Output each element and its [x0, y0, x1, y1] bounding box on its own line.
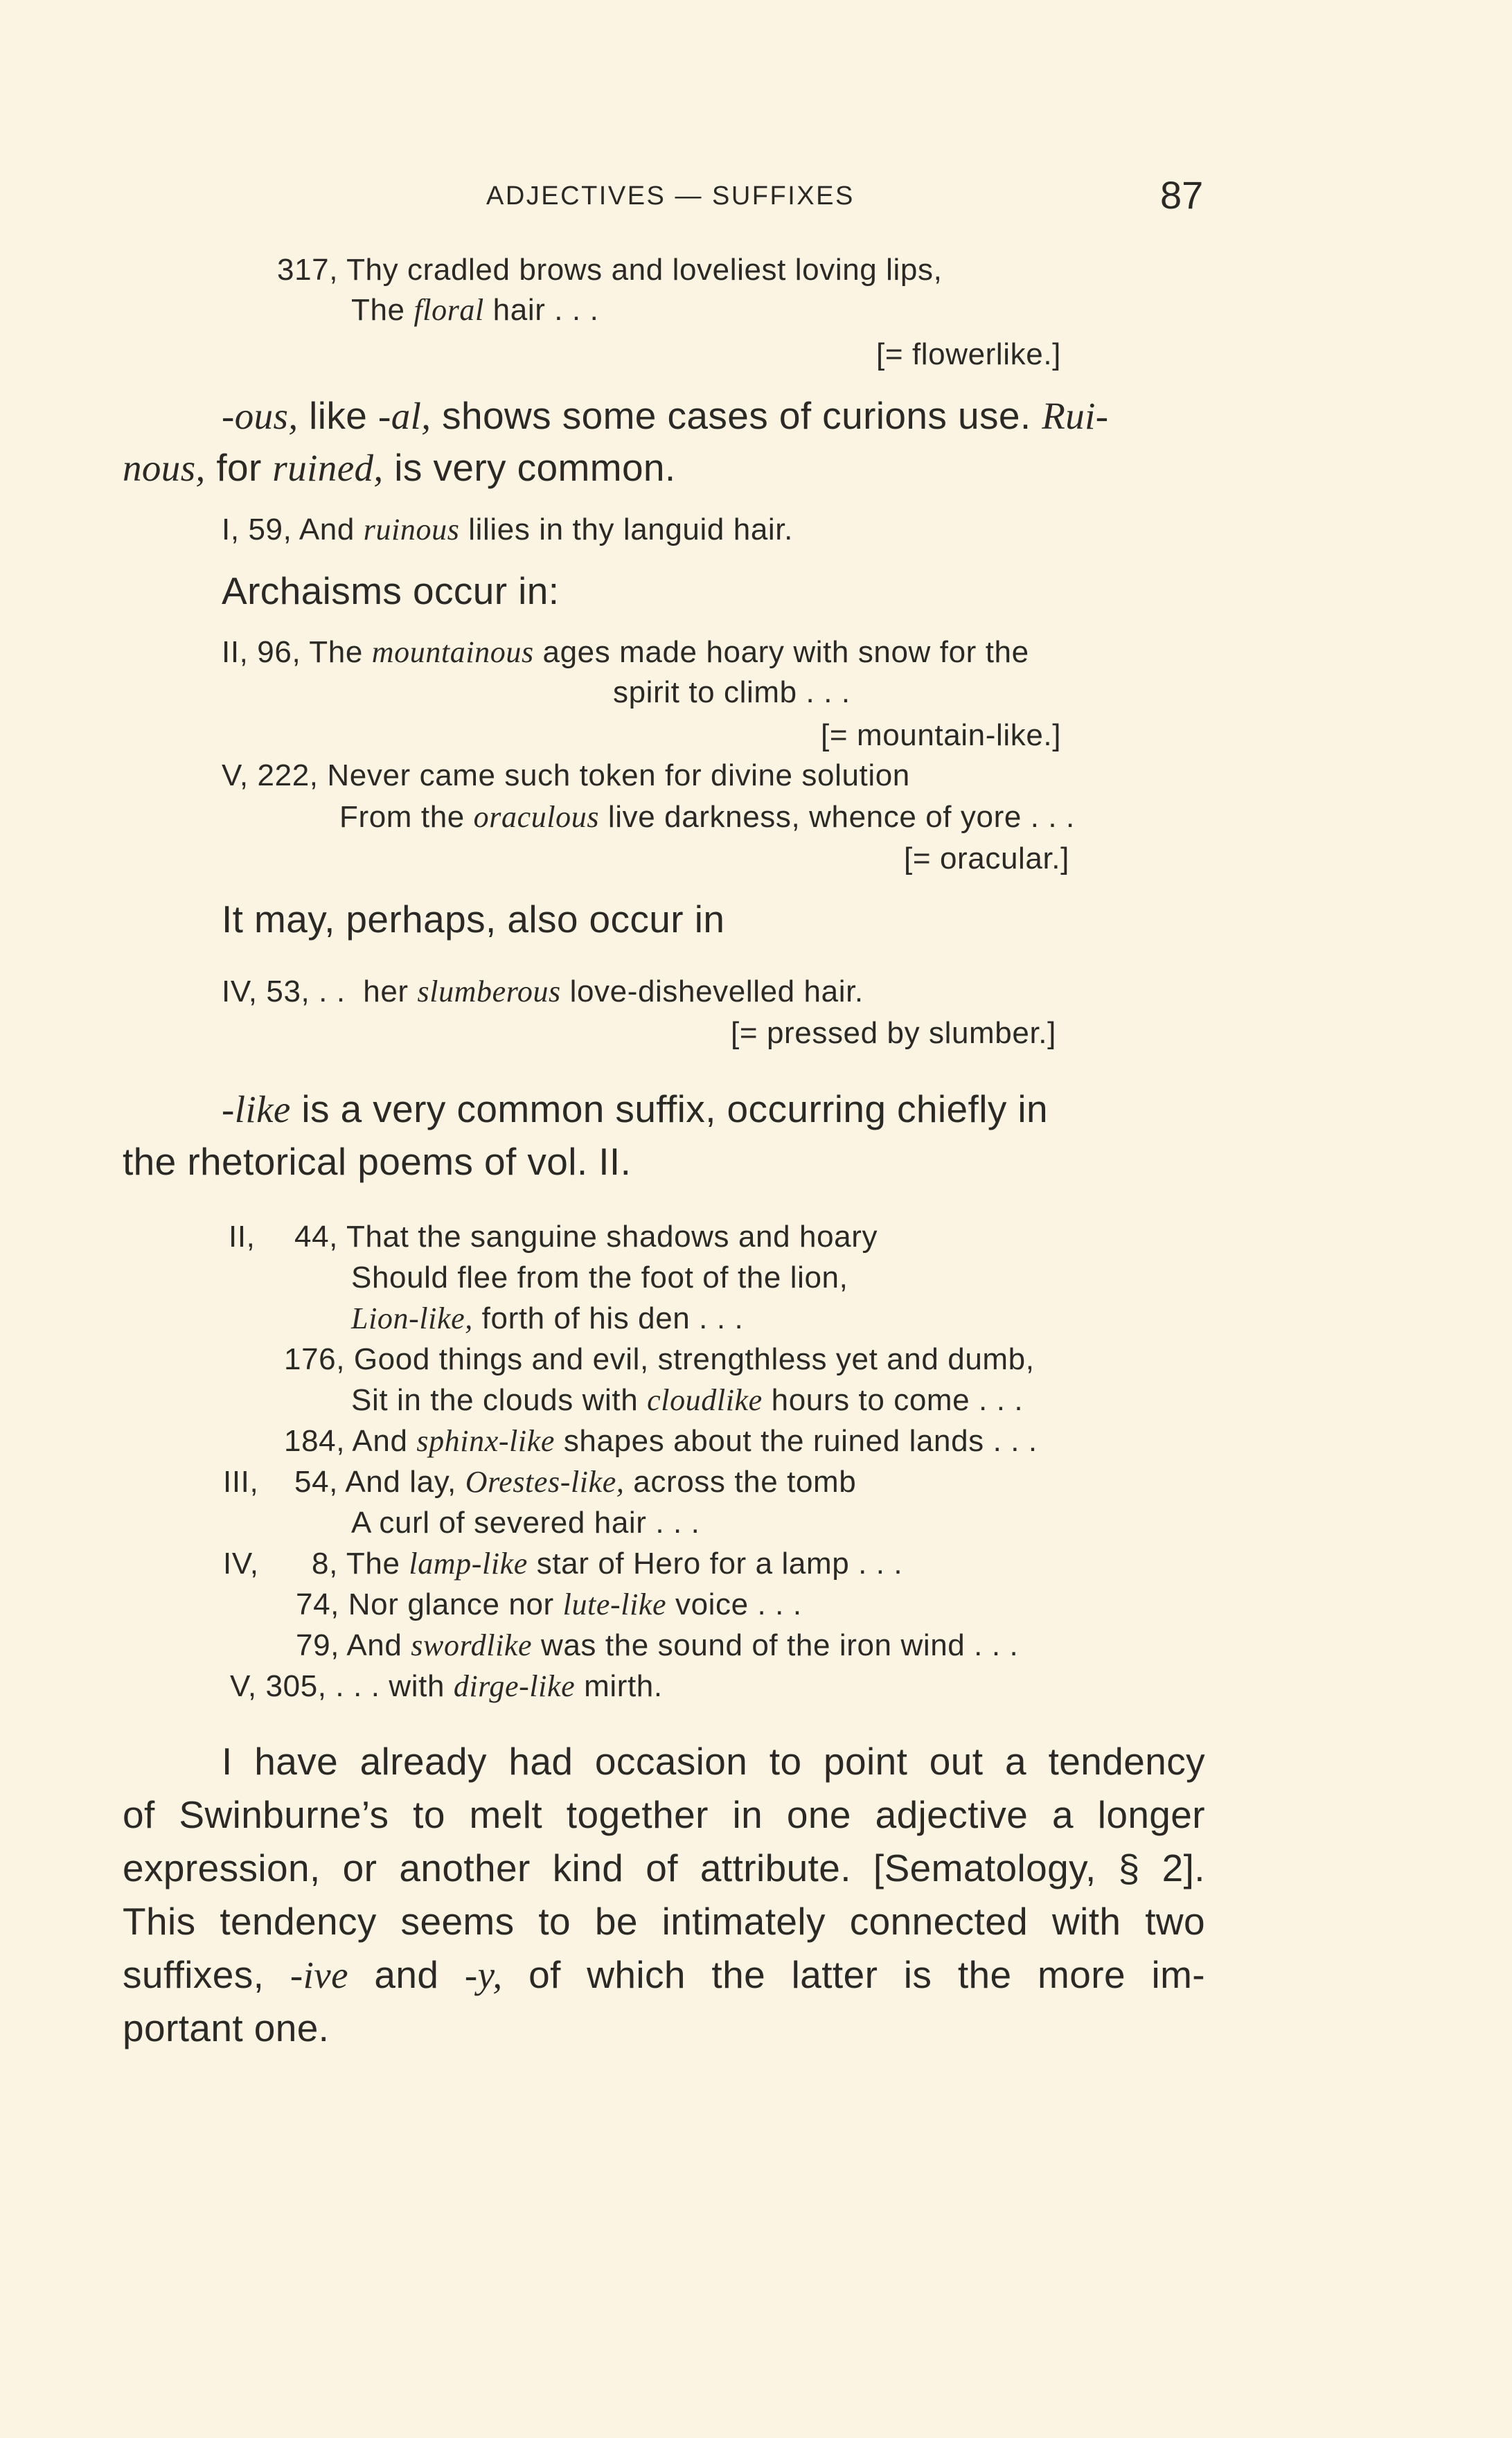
- vol-iii-label: III,: [223, 1465, 259, 1499]
- quote-ii-184: 184, And sphinx-like shapes about the ruined lands . . .: [284, 1424, 1038, 1458]
- paragraph-tendency-line-6: portant one.: [123, 2007, 330, 2049]
- archaisms-heading: Archaisms occur in:: [222, 569, 560, 612]
- paragraph-tendency-line-4: This tendency seems to be intimately connected with two: [123, 1900, 1205, 1943]
- quote-317-line-1: 317, Thy cradled brows and loveliest loving lips,: [277, 253, 943, 287]
- quote-iv-53: IV, 53, . . her slumberous love-dishevelled hair.: [222, 975, 864, 1008]
- quote-ii-176-line-2: Sit in the clouds with cloudlike hours to come . . .: [351, 1383, 1024, 1417]
- quote-iv-74: 74, Nor glance nor lute-like voice . . .: [296, 1587, 802, 1621]
- quote-ii-96-line-2: spirit to climb . . .: [613, 675, 851, 709]
- quote-ii-44-line-3: Lion-like, forth of his den . . .: [351, 1301, 744, 1335]
- gloss-oracular: [= oracular.]: [904, 842, 1069, 875]
- paragraph-ous-line-1: -ous, like -al, shows some cases of curions use. Rui-: [222, 394, 1109, 437]
- vol-ii-label: II,: [229, 1220, 256, 1254]
- quote-ii-176-line-1: 176, Good things and evil, strengthless yet and dumb,: [284, 1342, 1035, 1376]
- paragraph-like-line-1: -like is a very common suffix, occurring chiefly in: [222, 1087, 1049, 1130]
- perhaps-heading: It may, perhaps, also occur in: [222, 898, 725, 941]
- page-number: 87: [1160, 173, 1204, 217]
- quote-v-222-line-2: From the oraculous live darkness, whence of yore . . .: [339, 800, 1075, 834]
- gloss-flowerlike: [= flowerlike.]: [876, 337, 1061, 371]
- quote-iii-54-line-1: 54, And lay, Orestes-like, across the tomb: [294, 1465, 857, 1499]
- gloss-pressed-by-slumber: [= pressed by slumber.]: [731, 1016, 1056, 1050]
- paragraph-like-line-2: the rhetorical poems of vol. II.: [123, 1140, 632, 1183]
- paragraph-tendency-line-5: suffixes, -ive and -y, of which the latter is the more im-: [123, 1953, 1206, 1996]
- vol-iv-label: IV,: [223, 1547, 259, 1581]
- quote-317-line-2: The floral hair . . .: [351, 293, 599, 327]
- quote-ii-44-line-1: 44, That the sanguine shadows and hoary: [294, 1220, 878, 1254]
- quote-iv-79: 79, And swordlike was the sound of the iron wind . . .: [296, 1628, 1019, 1662]
- quote-v-305: V, 305, . . . with dirge-like mirth.: [230, 1669, 663, 1703]
- quote-ii-44-line-2: Should flee from the foot of the lion,: [351, 1261, 848, 1294]
- paragraph-tendency-line-2: of Swinburne’s to melt together in one adjective a longer: [123, 1793, 1205, 1836]
- quote-v-222-line-1: V, 222, Never came such token for divine solution: [222, 758, 910, 792]
- gloss-mountain-like: [= mountain-like.]: [821, 718, 1062, 752]
- paragraph-tendency-line-3: expression, or another kind of attribute. [Sematology, § 2].: [123, 1847, 1205, 1889]
- quote-i-59: I, 59, And ruinous lilies in thy languid hair.: [222, 513, 793, 546]
- running-head: ADJECTIVES — SUFFIXES: [486, 181, 855, 211]
- paragraph-tendency-line-1: I have already had occasion to point out a tendency: [222, 1740, 1205, 1783]
- quote-iv-8: 8, The lamp-like star of Hero for a lamp . . .: [312, 1547, 903, 1581]
- quote-iii-54-line-2: A curl of severed hair . . .: [351, 1506, 700, 1540]
- quote-ii-96-line-1: II, 96, The mountainous ages made hoary with snow for the: [222, 635, 1029, 669]
- paragraph-ous-line-2: nous, for ruined, is very common.: [123, 446, 676, 489]
